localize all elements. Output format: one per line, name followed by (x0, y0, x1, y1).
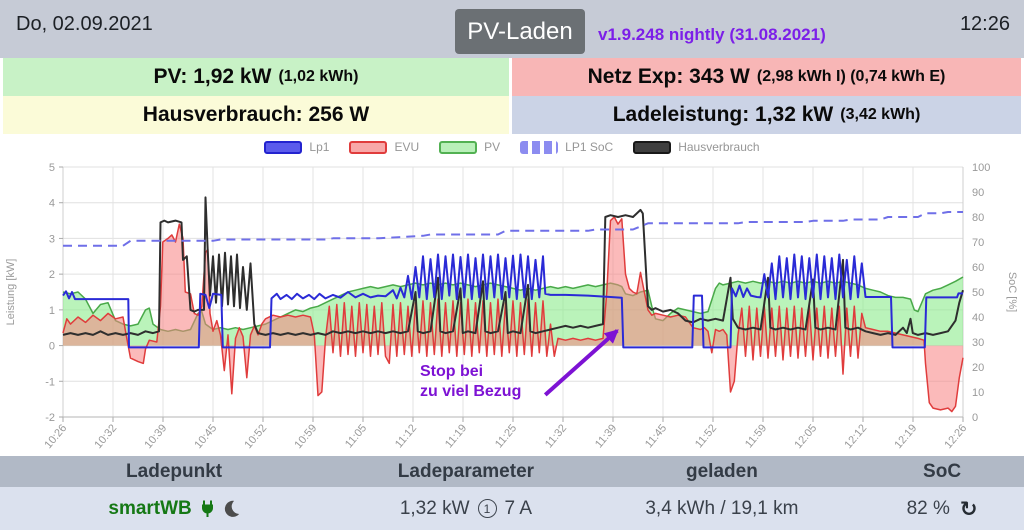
svg-text:30: 30 (972, 337, 985, 349)
svg-text:Leistung [kW]: Leistung [kW] (5, 258, 17, 326)
svg-text:10:45: 10:45 (192, 422, 220, 452)
col-geladen: geladen (686, 460, 758, 482)
svg-text:11:32: 11:32 (542, 422, 570, 451)
chart-canvas (0, 134, 1024, 455)
svg-text:11:19: 11:19 (442, 422, 470, 451)
charge-power-box (512, 96, 1021, 134)
charge-power-value: Ladeleistung: 1,32 kW (612, 103, 834, 126)
col-ladeparameter: Ladeparameter (397, 460, 535, 482)
svg-text:11:59: 11:59 (742, 422, 770, 451)
plug-icon (200, 500, 215, 517)
grid-power-box (512, 58, 1021, 96)
legend-item-evu[interactable] (349, 140, 419, 154)
svg-text:0: 0 (48, 340, 55, 353)
charge-energy-value: (3,42 kWh) (840, 106, 921, 123)
legend-label: Hausverbrauch (678, 140, 760, 154)
clock-label: 12:26 (959, 13, 1010, 35)
svg-text:10: 10 (972, 387, 985, 399)
pv-power-box (3, 58, 509, 96)
svg-text:60: 60 (972, 262, 985, 274)
svg-text:50: 50 (972, 287, 985, 299)
svg-text:SoC [%]: SoC [%] (1006, 271, 1018, 313)
legend-item-lp1-soc[interactable] (520, 140, 613, 154)
svg-text:90: 90 (972, 187, 985, 199)
legend-swatch (264, 141, 302, 154)
svg-text:11:39: 11:39 (592, 422, 620, 451)
svg-text:80: 80 (972, 212, 985, 224)
legend-label: Lp1 (309, 140, 330, 154)
svg-text:11:25: 11:25 (492, 422, 520, 451)
svg-text:20: 20 (972, 362, 985, 374)
svg-text:zu viel Bezug: zu viel Bezug (420, 382, 522, 400)
legend-swatch (520, 141, 558, 154)
svg-text:0: 0 (972, 412, 979, 424)
legend-item-hausverbrauch[interactable] (633, 140, 759, 154)
house-consumption-value: Hausverbrauch: 256 W (142, 103, 370, 126)
col-soc: SoC (923, 460, 962, 482)
charge-current: 7 A (504, 497, 532, 519)
power-chart (0, 134, 1024, 455)
charge-parameter-cell (348, 498, 584, 520)
pv-power-value: PV: 1,92 kW (153, 65, 272, 88)
svg-text:3: 3 (48, 233, 55, 246)
legend-item-lp1[interactable] (264, 140, 329, 154)
legend-label: LP1 SoC (565, 140, 614, 154)
legend-item-pv[interactable] (439, 140, 500, 154)
legend-label: PV (484, 140, 501, 154)
date-label: Do, 02.09.2021 (16, 13, 153, 35)
svg-text:1: 1 (48, 304, 55, 317)
svg-text:Stop bei: Stop bei (420, 362, 484, 380)
svg-text:12:12: 12:12 (842, 422, 870, 452)
svg-text:100: 100 (972, 162, 991, 174)
svg-text:4: 4 (48, 197, 55, 210)
moon-icon (223, 500, 240, 517)
svg-text:12:19: 12:19 (892, 422, 920, 452)
charged-cell: 3,4 kWh / 19,1 km (645, 497, 799, 519)
charge-mode-button[interactable]: PV-Laden (455, 9, 585, 54)
svg-text:10:52: 10:52 (242, 422, 270, 452)
svg-text:12:05: 12:05 (792, 422, 820, 452)
chargepoint-name-cell[interactable] (0, 498, 348, 520)
legend-label: EVU (394, 140, 420, 154)
chargepoint-table-header (0, 456, 1024, 487)
chargepoint-name: smartWB (108, 497, 192, 519)
charge-power: 1,32 kW (399, 497, 470, 519)
col-ladepunkt: Ladepunkt (126, 460, 223, 482)
svg-text:11:45: 11:45 (642, 422, 670, 451)
legend-swatch (439, 141, 477, 154)
svg-text:40: 40 (972, 312, 985, 324)
svg-text:-2: -2 (45, 412, 55, 424)
legend-swatch (633, 141, 671, 154)
soc-refresh-icon[interactable]: ↻ (959, 496, 978, 521)
svg-text:12:26: 12:26 (942, 422, 970, 452)
soc-value: 82 % (906, 497, 950, 519)
svg-text:10:39: 10:39 (142, 422, 170, 452)
svg-text:11:05: 11:05 (342, 422, 370, 451)
svg-text:-1: -1 (45, 376, 55, 389)
svg-text:70: 70 (972, 237, 985, 249)
svg-text:10:32: 10:32 (92, 422, 120, 452)
house-consumption-box (3, 96, 509, 134)
grid-power-value: Netz Exp: 343 W (587, 65, 750, 88)
chart-legend (0, 140, 1024, 154)
svg-text:11:52: 11:52 (692, 422, 720, 451)
pv-energy-value: (1,02 kWh) (278, 68, 359, 85)
svg-text:5: 5 (48, 162, 55, 174)
svg-text:11:12: 11:12 (392, 422, 420, 451)
svg-text:10:26: 10:26 (42, 422, 70, 452)
soc-cell (860, 497, 1024, 521)
legend-swatch (349, 141, 387, 154)
svg-text:2: 2 (48, 269, 55, 282)
phase-indicator-icon: 1 (478, 499, 497, 518)
grid-energy-value: (2,98 kWh I) (0,74 kWh E) (756, 68, 946, 85)
version-label: v1.9.248 nightly (31.08.2021) (598, 25, 826, 44)
chargepoint-row (0, 487, 1024, 530)
svg-text:10:59: 10:59 (292, 422, 320, 452)
